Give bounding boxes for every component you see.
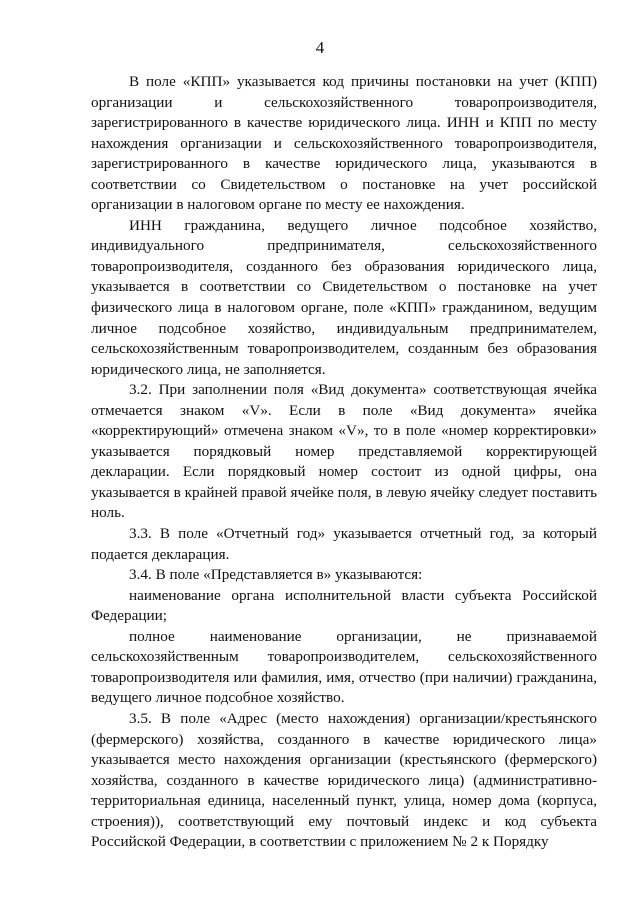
document-body (91, 72, 597, 853)
paragraph-3-2: 3.2. При заполнении поля «Вид документа» соответствующая ячейка отмечается знаком «V». Если в поле «Вид документа» ячейка «корректирующий» отмечена знаком «V», то в поле «номер корректировки» указывается порядковый номер представляемой корректирующей декларации. Если порядковый номер состоит из одной цифры, она указывается в крайней правой ячейке поля, в левую ячейку следует поставить ноль. (91, 381, 597, 522)
paragraph-3-4-item-2: полное наименование организации, не признаваемой сельскохозяйственным товаропроизводителем, сельскохозяйственного товаропроизводителя или фамилия, имя, отчество (при наличии) гражданина, ведущего личное подсобное хозяйство. (91, 627, 597, 707)
paragraph-inn: ИНН гражданина, ведущего личное подсобное хозяйство, индивидуального предпринимателя, сельскохозяйственного товаропроизводителя, созданного без образования юридического лица, указывается в соответствии со Свидетельством о постановке на учет физического лица в налоговом органе, поле «КПП» гражданином, ведущим личное подсобное хозяйство, индивидуальным предпринимателем, сельскохозяйственным товаропроизводителем, созданным без образования юридического лица, не заполняется. (91, 216, 597, 378)
paragraph-3-5: 3.5. В поле «Адрес (место нахождения) организации/крестьянского (фермерского) хозяйства, созданного в качестве юридического лица» указывается место нахождения организации (крестьянского (фермерского) хозяйства, созданного в качестве юридического лица) (административно-территориальная единица, населенный пункт, улица, номер дома (корпуса, строения)), соответствующий ему почтовый индекс и код субъекта Российской Федерации, в соответствии с приложением № 2 к Порядку (91, 709, 597, 851)
paragraph-3-4-item-1: наименование органа исполнительной власти субъекта Российской Федерации; (91, 586, 597, 625)
paragraph-3-4: 3.4. В поле «Представляется в» указываются: (129, 566, 423, 584)
paragraph-kpp: В поле «КПП» указывается код причины постановки на учет (КПП) организации и сельскохозяйственного товаропроизводителя, зарегистрированного в качестве юридического лица. ИНН и КПП по месту нахождения организации и сельскохозяйственного товаропроизводителя, зарегистрированного в качестве юридического лица, указываются в соответствии со Свидетельством о постановке на учет российской организации в налоговом органе по месту ее нахождения. (91, 73, 597, 214)
page-number: 4 (315, 38, 325, 57)
paragraph-3-3: 3.3. В поле «Отчетный год» указывается отчетный год, за который подается декларация. (91, 525, 597, 563)
